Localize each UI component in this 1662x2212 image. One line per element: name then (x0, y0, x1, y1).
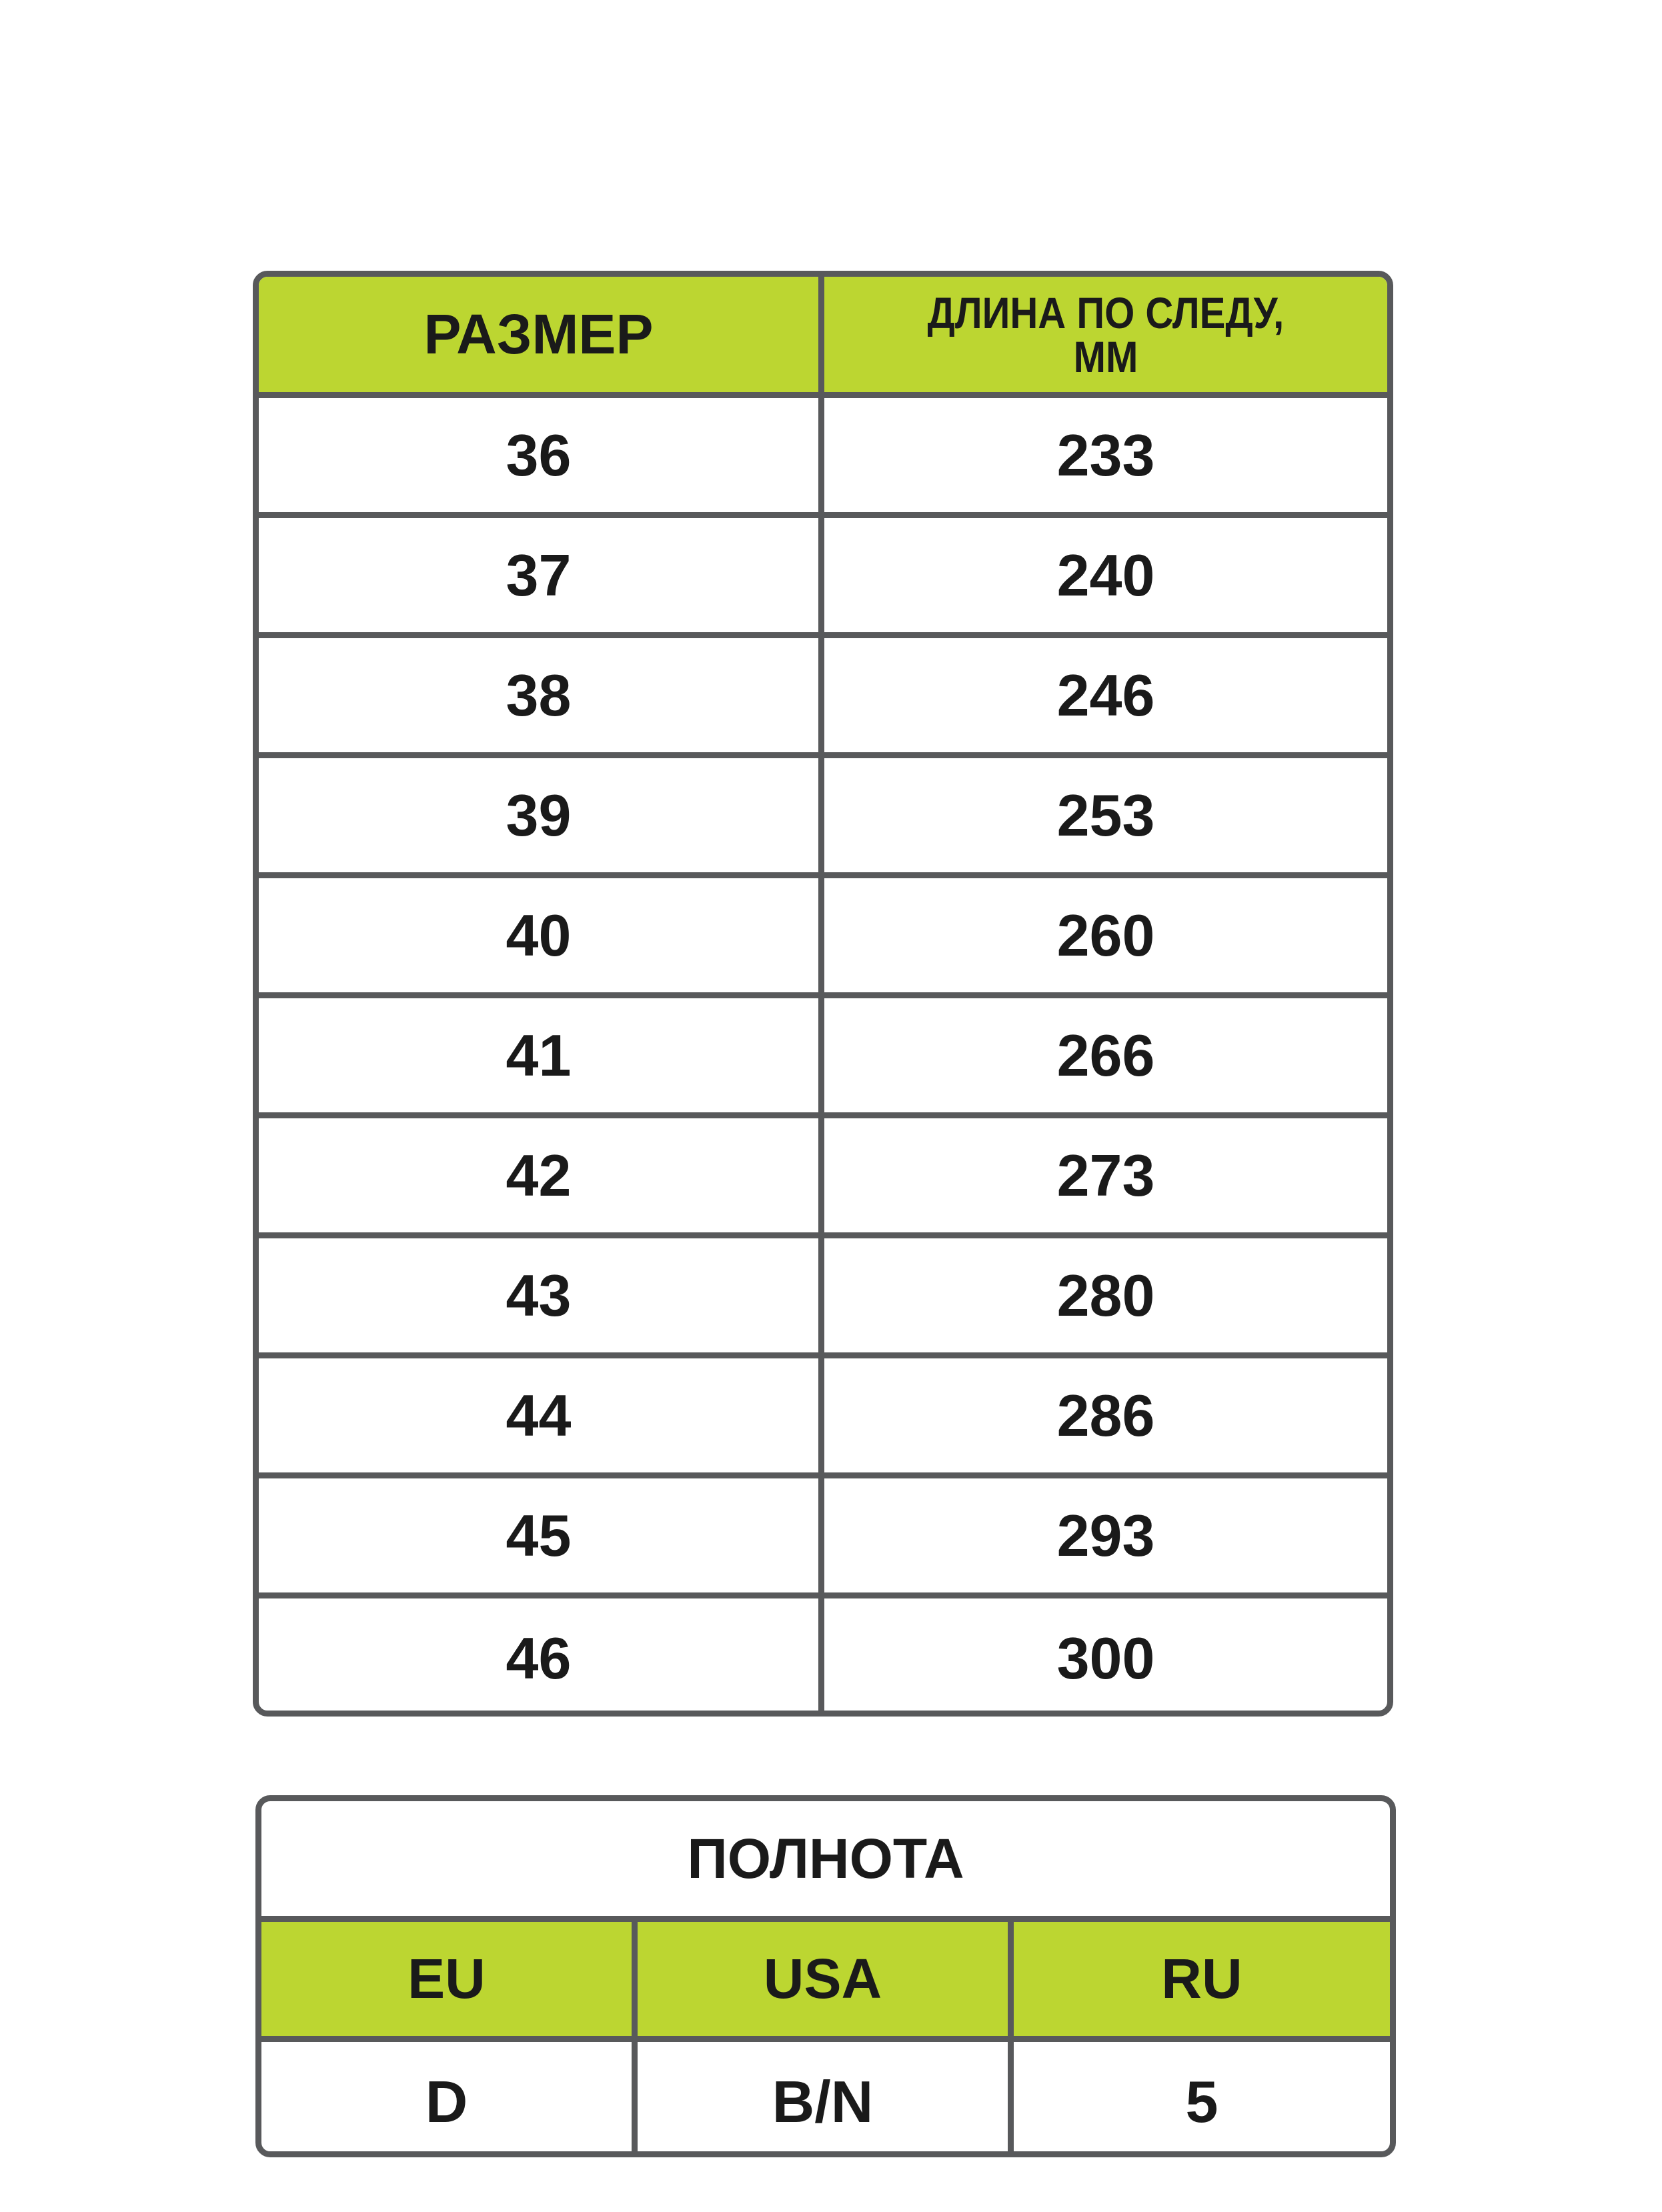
size-cell: 43 (259, 1238, 824, 1352)
width-table (255, 1795, 1396, 2157)
table-row (259, 998, 1387, 1118)
table-row (259, 1478, 1387, 1598)
ru-column-header: RU (1014, 1922, 1390, 2036)
table-row (259, 638, 1387, 758)
table-row (259, 1238, 1387, 1358)
size-cell: 37 (259, 518, 824, 632)
size-cell: 42 (259, 1118, 824, 1232)
size-table-header-row (259, 277, 1387, 398)
usa-value-cell: B/N (638, 2042, 1014, 2157)
table-row (259, 1598, 1387, 1717)
width-table-title: ПОЛНОТА (687, 1827, 964, 1890)
width-table-title-row (261, 1801, 1390, 1922)
length-cell: 240 (1056, 541, 1155, 608)
size-cell: 44 (259, 1358, 824, 1472)
table-row (259, 1118, 1387, 1238)
length-cell: 280 (1056, 1262, 1155, 1328)
length-header-line1: ДЛИНА ПО СЛЕДУ, (927, 287, 1285, 337)
length-cell: 233 (1056, 421, 1155, 488)
length-cell: 266 (1056, 1022, 1155, 1088)
width-table-values-row (261, 2042, 1390, 2157)
length-cell: 286 (1056, 1382, 1155, 1448)
ru-value-cell: 5 (1185, 2069, 1218, 2135)
size-cell: 41 (259, 998, 824, 1112)
length-cell: 293 (1056, 1502, 1155, 1568)
size-cell: 38 (259, 638, 824, 752)
table-row (259, 878, 1387, 998)
table-row (259, 398, 1387, 518)
eu-column-header: EU (261, 1922, 638, 2036)
table-row (259, 1358, 1387, 1478)
length-cell: 273 (1056, 1142, 1155, 1208)
size-cell: 36 (259, 398, 824, 512)
size-cell: 45 (259, 1478, 824, 1592)
length-cell: 260 (1056, 902, 1155, 968)
length-cell: 253 (1056, 782, 1155, 848)
table-row (259, 518, 1387, 638)
size-table (253, 271, 1393, 1717)
size-cell: 40 (259, 878, 824, 992)
table-row (259, 758, 1387, 878)
length-cell: 246 (1056, 662, 1155, 728)
size-cell: 46 (259, 1598, 824, 1717)
length-header-line2: ММ (1073, 331, 1138, 381)
width-table-header-row (261, 1922, 1390, 2042)
length-cell: 300 (1056, 1625, 1155, 1691)
eu-value-cell: D (261, 2042, 638, 2157)
size-column-header: РАЗМЕР (259, 277, 824, 392)
usa-column-header: USA (638, 1922, 1014, 2036)
size-cell: 39 (259, 758, 824, 872)
length-column-header (824, 277, 1387, 392)
